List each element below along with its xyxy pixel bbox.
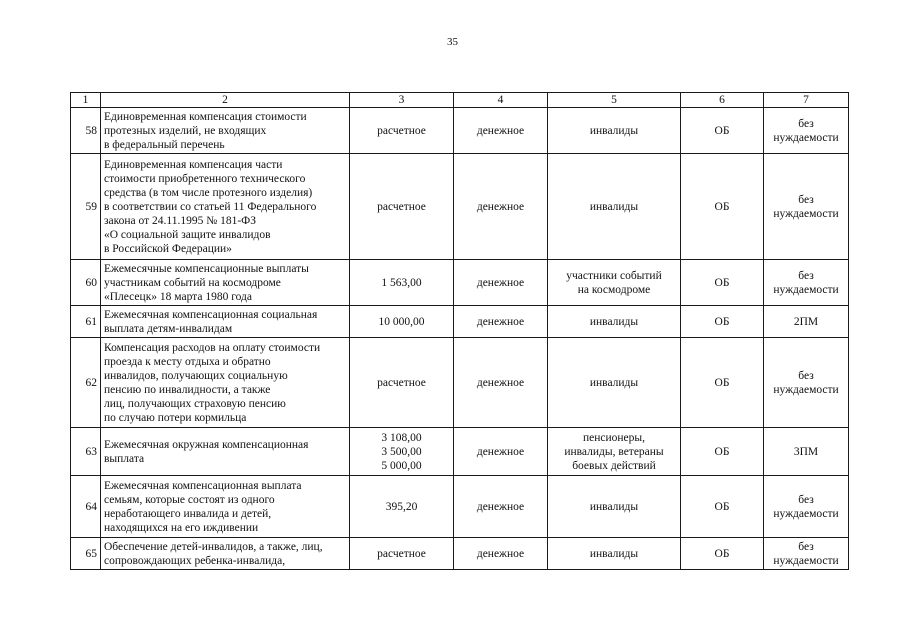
need-criterion-line: без — [798, 369, 814, 382]
need-criterion — [764, 428, 849, 476]
need-criterion-line: 2ПМ — [793, 315, 819, 328]
benefit-amount-line: расчетное — [377, 547, 426, 560]
benefit-recipients — [548, 306, 681, 338]
benefit-name-line: «О социальной защите инвалидов — [104, 228, 271, 241]
benefit-name — [101, 306, 350, 338]
benefit-amount — [350, 154, 454, 260]
page-number: 35 — [447, 36, 458, 48]
benefit-recipients — [548, 428, 681, 476]
benefit-name-line: стоимости приобретенного технического — [104, 172, 306, 185]
table-row — [71, 476, 849, 538]
benefit-recipients-line: боевых действий — [572, 459, 656, 472]
funding-source: ОБ — [681, 538, 764, 570]
benefit-amount-line: расчетное — [377, 200, 426, 213]
benefit-name — [101, 538, 350, 570]
table-row — [71, 108, 849, 154]
benefit-name-line: в Российской Федерации» — [104, 242, 232, 255]
benefit-recipients-line: инвалиды — [589, 200, 639, 213]
row-number: 64 — [71, 476, 101, 538]
benefit-recipients — [548, 538, 681, 570]
benefit-name-line: протезных изделий, не входящих — [104, 124, 267, 137]
funding-source: ОБ — [681, 154, 764, 260]
benefit-name — [101, 476, 350, 538]
row-number: 63 — [71, 428, 101, 476]
benefit-recipients — [548, 338, 681, 428]
benefit-name-line: выплата — [104, 452, 145, 465]
benefit-recipients-line: инвалиды — [589, 500, 639, 513]
table-row — [71, 260, 849, 306]
benefit-amount — [350, 108, 454, 154]
benefit-name-line: инвалидов, получающих социальную — [104, 369, 288, 382]
benefit-recipients-line: на космодроме — [577, 283, 651, 296]
need-criterion-line: без — [798, 540, 814, 553]
column-header-3: 3 — [350, 93, 454, 108]
benefit-name-line: Ежемесячные компенсационные выплаты — [104, 262, 309, 275]
benefit-recipients-line: инвалиды — [589, 124, 639, 137]
table-row — [71, 338, 849, 428]
row-number: 62 — [71, 338, 101, 428]
benefit-name-line: находящихся на его иждивении — [104, 521, 259, 534]
benefit-name-line: средства (в том числе протезного изделия) — [104, 186, 313, 199]
benefit-amount-line: 5 000,00 — [381, 459, 422, 472]
funding-source: ОБ — [681, 260, 764, 306]
need-criterion-line: нуждаемости — [773, 383, 839, 396]
table-body — [71, 108, 849, 570]
benefit-amount-line: 1 563,00 — [381, 276, 422, 289]
benefit-name-line: закона от 24.11.1995 № 181-ФЗ — [104, 214, 257, 227]
benefit-amount-line: 3 500,00 — [381, 445, 422, 458]
funding-source: ОБ — [681, 428, 764, 476]
benefit-name — [101, 108, 350, 154]
need-criterion-line: нуждаемости — [773, 283, 839, 296]
benefit-form: денежное — [454, 306, 548, 338]
benefit-name-line: проезда к месту отдыха и обратно — [104, 355, 271, 368]
benefit-recipients-line: инвалиды — [589, 547, 639, 560]
need-criterion-line: без — [798, 269, 814, 282]
need-criterion-line: без — [798, 493, 814, 506]
funding-source: ОБ — [681, 338, 764, 428]
table-row — [71, 538, 849, 570]
table-row — [71, 428, 849, 476]
benefit-recipients — [548, 260, 681, 306]
benefit-amount — [350, 428, 454, 476]
need-criterion — [764, 538, 849, 570]
benefit-name-line: в соответствии со статьей 11 Федерального — [104, 200, 317, 213]
benefit-amount — [350, 306, 454, 338]
funding-source: ОБ — [681, 108, 764, 154]
benefit-name-line: Обеспечение детей-инвалидов, а также, лиц, — [104, 540, 323, 553]
benefit-form: денежное — [454, 154, 548, 260]
benefit-recipients-line: пенсионеры, — [582, 431, 646, 444]
header-row — [71, 93, 849, 108]
row-number: 61 — [71, 306, 101, 338]
benefit-name-line: Ежемесячная компенсационная социальная — [104, 308, 318, 321]
need-criterion — [764, 306, 849, 338]
column-header-7: 7 — [764, 93, 849, 108]
row-number: 59 — [71, 154, 101, 260]
need-criterion — [764, 476, 849, 538]
benefit-name — [101, 338, 350, 428]
benefit-recipients — [548, 476, 681, 538]
need-criterion — [764, 260, 849, 306]
benefit-name-line: «Плесецк» 18 марта 1980 года — [104, 290, 253, 303]
benefit-amount-line: расчетное — [377, 124, 426, 137]
benefit-form: денежное — [454, 108, 548, 154]
column-header-6: 6 — [681, 93, 764, 108]
benefit-name-line: Единовременная компенсация части — [104, 158, 283, 171]
benefit-recipients-line: инвалиды — [589, 376, 639, 389]
benefit-name — [101, 260, 350, 306]
benefit-form: денежное — [454, 338, 548, 428]
benefit-amount — [350, 476, 454, 538]
column-header-4: 4 — [454, 93, 548, 108]
funding-source: ОБ — [681, 306, 764, 338]
need-criterion-line: нуждаемости — [773, 131, 839, 144]
column-header-5: 5 — [548, 93, 681, 108]
benefit-name — [101, 154, 350, 260]
column-header-1: 1 — [71, 93, 101, 108]
benefit-name-line: пенсию по инвалидности, а также — [104, 383, 271, 396]
row-number: 60 — [71, 260, 101, 306]
benefit-recipients-line: инвалиды, ветераны — [564, 445, 664, 458]
benefit-amount-line: 10 000,00 — [378, 315, 425, 328]
need-criterion-line: 3ПМ — [793, 445, 819, 458]
benefits-table — [70, 92, 849, 570]
benefit-recipients-line: участники событий — [566, 269, 662, 282]
benefit-name-line: участникам событий на космодроме — [104, 276, 281, 289]
benefit-amount — [350, 538, 454, 570]
table-row — [71, 154, 849, 260]
need-criterion-line: нуждаемости — [773, 507, 839, 520]
benefit-name-line: выплата детям-инвалидам — [104, 322, 233, 335]
need-criterion-line: нуждаемости — [773, 207, 839, 220]
benefit-name-line: сопровождающих ребенка-инвалида, — [104, 554, 286, 567]
benefit-recipients — [548, 108, 681, 154]
column-header-2: 2 — [101, 93, 350, 108]
benefit-name-line: лиц, получающих страховую пенсию — [104, 397, 286, 410]
benefit-amount-line: 395,20 — [385, 500, 418, 513]
benefit-recipients — [548, 154, 681, 260]
benefit-recipients-line: инвалиды — [589, 315, 639, 328]
need-criterion — [764, 154, 849, 260]
need-criterion-line: без — [798, 193, 814, 206]
benefit-form: денежное — [454, 428, 548, 476]
benefit-name-line: семьям, которые состоят из одного — [104, 493, 275, 506]
benefit-name-line: Компенсация расходов на оплату стоимости — [104, 341, 321, 354]
need-criterion — [764, 338, 849, 428]
benefit-form: денежное — [454, 538, 548, 570]
benefit-name-line: в федеральный перечень — [104, 138, 225, 151]
benefit-name-line: неработающего инвалида и детей, — [104, 507, 272, 520]
benefit-name-line: Ежемесячная окружная компенсационная — [104, 438, 309, 451]
benefit-amount-line: расчетное — [377, 376, 426, 389]
benefit-name-line: по случаю потери кормильца — [104, 411, 247, 424]
table-row — [71, 306, 849, 338]
row-number: 65 — [71, 538, 101, 570]
benefit-name-line: Ежемесячная компенсационная выплата — [104, 479, 302, 492]
need-criterion-line: без — [798, 117, 814, 130]
row-number: 58 — [71, 108, 101, 154]
benefit-amount-line: 3 108,00 — [381, 431, 422, 444]
need-criterion — [764, 108, 849, 154]
benefit-form: денежное — [454, 260, 548, 306]
benefit-name-line: Единовременная компенсация стоимости — [104, 110, 307, 123]
benefit-amount — [350, 260, 454, 306]
funding-source: ОБ — [681, 476, 764, 538]
benefit-amount — [350, 338, 454, 428]
benefit-form: денежное — [454, 476, 548, 538]
need-criterion-line: нуждаемости — [773, 554, 839, 567]
benefit-name — [101, 428, 350, 476]
